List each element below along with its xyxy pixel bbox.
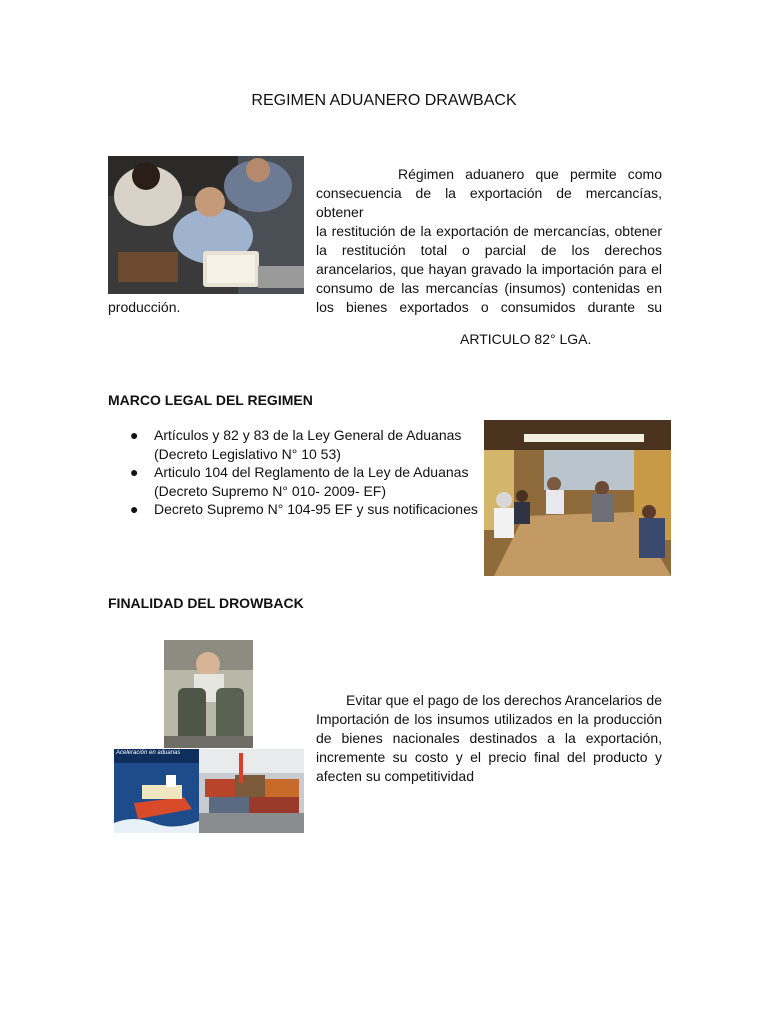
document-title: REGIMEN ADUANERO DRAWBACK (251, 92, 517, 109)
textile-worker-photo (164, 640, 253, 748)
intro-paragraph (316, 184, 662, 317)
list-item: ● Decreto Supremo N° 104-95 EF y sus notificaciones (130, 501, 478, 517)
office-workers-photo (108, 156, 304, 294)
finalidad-heading: FINALIDAD DEL DROWBACK (108, 595, 304, 611)
intro-line: la restitución de la exportación de mercancías, obtener (316, 223, 662, 239)
article-reference: ARTICULO 82° LGA. (460, 331, 592, 347)
intro-line: la restitución total o parcial de los derechos (316, 242, 662, 258)
intro-line: consumo de las mercancías (insumos) contenidas en (316, 280, 662, 296)
finalidad-line: afecten su competitividad (316, 768, 474, 784)
cargo-ship-photo (114, 749, 199, 833)
intro-last-line: producción. (108, 299, 181, 315)
finalidad-line: de bienes nacionales destinados a la exportación, (316, 730, 662, 746)
bullet-icon: ● (130, 427, 139, 443)
intro-line: arancelarios, que hayan gravado la importación para el (316, 261, 662, 277)
bullet-icon: ● (130, 464, 139, 480)
container-port-photo (199, 749, 304, 833)
finalidad-paragraph (316, 710, 662, 786)
finalidad-line: incremente su costo y el precio final del producto y (316, 749, 662, 765)
finalidad-line: Importación de los insumos utilizados en la producción (316, 711, 662, 727)
meeting-room-photo (484, 420, 671, 576)
list-item: ● Articulo 104 del Reglamento de la Ley de Aduanas (Decreto Supremo N° 010- 2009- EF) (130, 464, 469, 499)
intro-line: los bienes exportados o consumidos durante su (316, 299, 662, 315)
marco-legal-list (108, 426, 488, 519)
marco-legal-heading: MARCO LEGAL DEL REGIMEN (108, 392, 313, 408)
bullet-icon: ● (130, 501, 139, 517)
list-item: ● Artículos y 82 y 83 de la Ley General de Aduanas (Decreto Legislativo N° 10 53) (130, 427, 462, 462)
intro-first-line: Régimen aduanero que permite como (398, 166, 662, 182)
image-caption: Aceleración en aduanas (116, 750, 181, 756)
finalidad-first-line: Evitar que el pago de los derechos Arancelarios de (346, 692, 662, 708)
intro-line: consecuencia de la exportación de mercancías, obtener (316, 185, 662, 220)
